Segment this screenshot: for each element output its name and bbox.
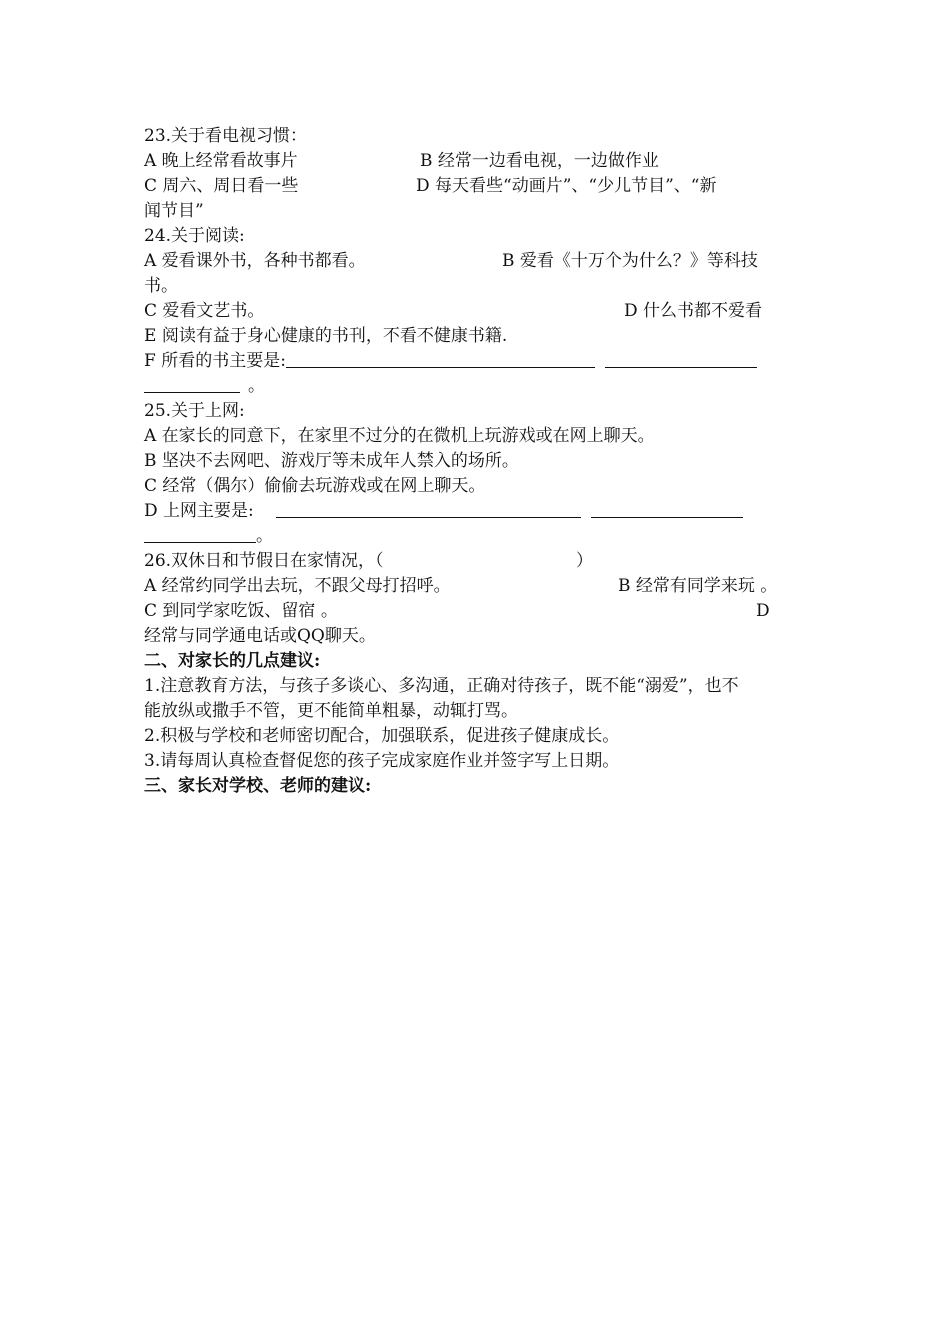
q24-option-f-label: F 所看的书主要是: xyxy=(144,351,286,371)
q23-option-b: B 经常一边看电视，一边做作业 xyxy=(420,151,659,171)
q24-option-f-end: 。 xyxy=(248,376,265,396)
q24-option-a: A 爱看课外书，各种书都看。 xyxy=(144,251,366,271)
q24-answer-line-1[interactable] xyxy=(286,349,595,368)
q24-option-c: C 爱看文艺书。 xyxy=(144,301,265,321)
section3-heading: 三、家长对学校、老师的建议: xyxy=(144,776,372,796)
q24-title: 24.关于阅读: xyxy=(144,226,245,246)
q23-option-a: A 晚上经常看故事片 xyxy=(144,151,298,171)
q26-option-d-cont: 经常与同学通电话或QQ聊天。 xyxy=(144,626,376,646)
q23-option-d-cont: 闻节目” xyxy=(144,201,204,221)
q24-answer-line-3[interactable] xyxy=(144,374,240,393)
section2-heading: 二、对家长的几点建议: xyxy=(144,651,321,671)
q25-option-d xyxy=(144,499,743,524)
q24-option-e: E 阅读有益于身心健康的书刊，不看不健康书籍. xyxy=(144,326,508,346)
q25-answer-line-3[interactable] xyxy=(144,524,256,543)
q23-option-c: C 周六、周日看一些 xyxy=(144,176,299,196)
q25-option-a: A 在家长的同意下，在家里不过分的在微机上玩游戏或在网上聊天。 xyxy=(144,426,655,446)
q25-answer-line-2[interactable] xyxy=(591,499,743,518)
q24-answer-line-2[interactable] xyxy=(605,349,757,368)
q24-option-b-cont: 书。 xyxy=(144,276,178,296)
q26-option-d: D xyxy=(756,601,770,621)
q26-option-c: C 到同学家吃饭、留宿 。 xyxy=(144,601,338,621)
section2-item-1-cont: 能放纵或撒手不管，更不能简单粗暴，动辄打骂。 xyxy=(144,701,518,721)
q25-option-b: B 坚决不去网吧、游戏厅等未成年人禁入的场所。 xyxy=(144,451,519,471)
q24-option-d: D 什么书都不爱看 xyxy=(624,301,763,321)
q25-option-d-label: D 上网主要是: xyxy=(144,501,254,521)
section2-item-1: 1.注意教育方法，与孩子多谈心、多沟通，正确对待孩子，既不能“溺爱”，也不 xyxy=(144,676,739,696)
q26-option-b: B 经常有同学来玩 。 xyxy=(618,576,778,596)
q25-answer-line-1[interactable] xyxy=(276,499,581,518)
q23-title: 23.关于看电视习惯： xyxy=(144,126,308,146)
q25-option-d-end: 。 xyxy=(256,526,273,546)
q25-title: 25.关于上网: xyxy=(144,401,245,421)
q25-option-c: C 经常（偶尔）偷偷去玩游戏或在网上聊天。 xyxy=(144,476,486,496)
q24-answer-line-cont xyxy=(144,374,265,399)
section2-item-2: 2.积极与学校和老师密切配合，加强联系，促进孩子健康成长。 xyxy=(144,726,620,746)
q24-option-f xyxy=(144,349,757,374)
q26-title-close: ） xyxy=(576,551,593,571)
q26-title: 26.双休日和节假日在家情况，（ xyxy=(144,551,384,571)
section2-item-3: 3.请每周认真检查督促您的孩子完成家庭作业并签字写上日期。 xyxy=(144,751,620,771)
q25-answer-line-cont xyxy=(144,524,273,549)
q26-option-a: A 经常约同学出去玩，不跟父母打招呼。 xyxy=(144,576,451,596)
q24-option-b: B 爱看《十万个为什么？》等科技 xyxy=(502,251,758,271)
q23-option-d: D 每天看些“动画片”、“少儿节目”、“新 xyxy=(416,176,717,196)
